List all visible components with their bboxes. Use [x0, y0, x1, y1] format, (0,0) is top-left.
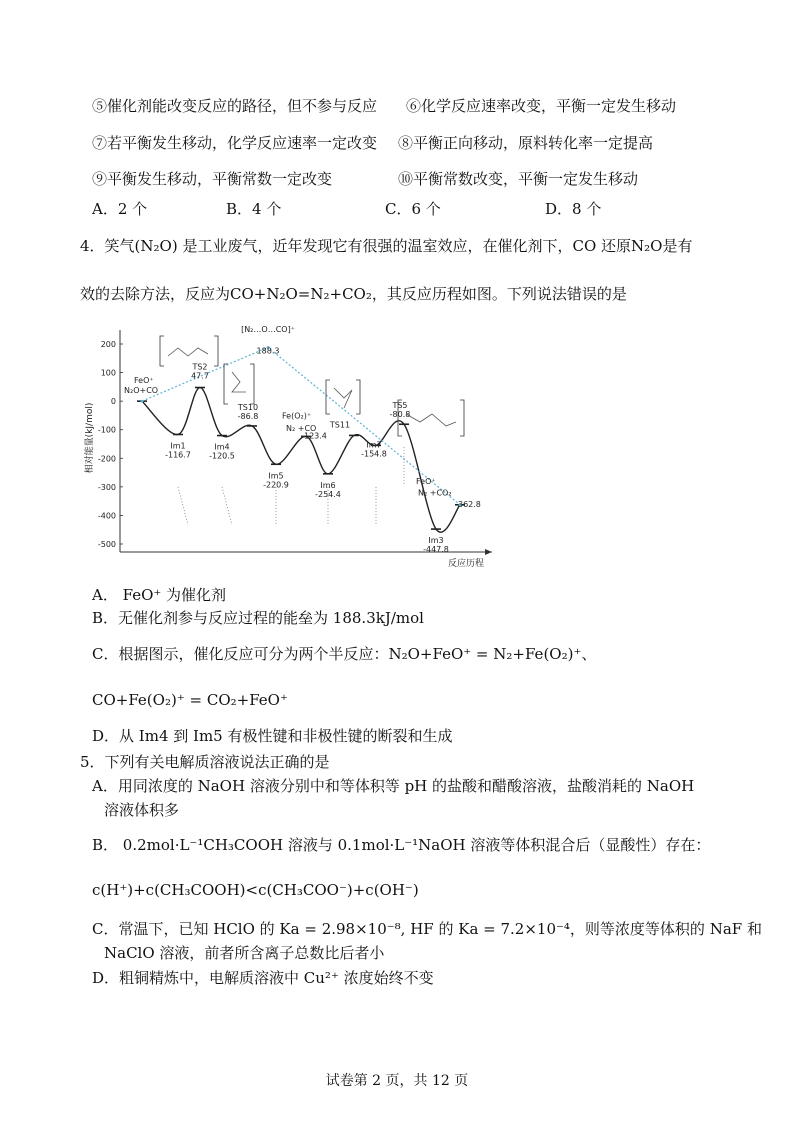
- state-label: TS11: [329, 420, 351, 430]
- species-label: [N₂…O…CO]⁺: [241, 325, 295, 334]
- y-tick-label: -400: [97, 511, 116, 521]
- y-tick-label: -100: [97, 425, 116, 435]
- ts5-structure-bonds: [406, 414, 456, 426]
- state-label: Im6: [320, 480, 336, 490]
- species-label: N₂ +CO: [286, 423, 317, 433]
- im-structure-2-left-bracket: [326, 380, 330, 414]
- statement-5: ⑤催化剂能改变反应的路径，但不参与反应: [92, 97, 378, 115]
- im-structure-1-right-bracket: [250, 364, 254, 404]
- q5-option-a-line2: 溶液体积多: [104, 801, 180, 819]
- q4-n2o-formula: N₂O: [140, 237, 172, 255]
- value-label: 188.3: [256, 346, 280, 356]
- ts2-structure-left-bracket: [160, 336, 164, 366]
- value-label: -447.8: [423, 545, 449, 555]
- y-tick-label: 0: [110, 397, 116, 407]
- ts2-structure-right-bracket: [214, 336, 218, 366]
- state-label: TS2: [192, 362, 208, 372]
- q5-stem: 5．下列有关电解质溶液说法正确的是: [80, 753, 330, 771]
- x-axis-arrow: [485, 549, 492, 555]
- value-label: -86.8: [237, 411, 259, 421]
- im1-chain-structure: [178, 487, 188, 525]
- value-label: -254.4: [315, 489, 341, 499]
- q4-stem-line2: [80, 284, 627, 304]
- q4-option-a: A． FeO⁺ 为催化剂: [92, 586, 227, 604]
- species-label: N₂ +CO₂: [418, 488, 452, 498]
- species-label: Fe(O₂)⁺: [282, 411, 312, 421]
- ts2-structure-bonds: [168, 348, 208, 356]
- page-footer: 试卷第 2 页，共 12 页: [325, 1073, 469, 1089]
- im4-chain-structure: [222, 487, 232, 525]
- q5-option-c-line1: C．常温下，已知 HClO 的 Ka = 2.98×10⁻⁸, HF 的 Ka = 7.2×10⁻⁴，则等浓度等体积的 NaF 和: [92, 920, 762, 938]
- q3-option-b: B．4 个: [226, 200, 282, 218]
- value-label: -123.4: [301, 431, 327, 441]
- species-label: N₂O+CO: [124, 386, 159, 396]
- value-label: -80.8: [389, 410, 411, 420]
- catalyzed-pathway-line: [142, 388, 460, 533]
- q4-option-b: B．无催化剂参与反应过程的能垒为 188.3kJ/mol: [92, 609, 424, 627]
- y-tick-label: -500: [97, 540, 116, 549]
- state-label: Im5: [268, 471, 284, 481]
- value-label: -116.7: [165, 450, 191, 460]
- x-axis-label: 反应历程: [447, 559, 484, 569]
- energy-profile-chart: [82, 318, 502, 578]
- state-label: Im7: [366, 440, 382, 450]
- q3-option-d: D．8 个: [545, 200, 602, 218]
- q5-option-a-line1: A．用同浓度的 NaOH 溶液分别中和等体积等 pH 的盐酸和醋酸溶液，盐酸消耗的 NaOH: [92, 777, 695, 795]
- q4-option-c-line1: C．根据图示，催化反应可分为两个半反应：N₂O+FeO⁺ = N₂+Fe(O₂)⁺、: [92, 645, 597, 663]
- q4-reaction-equation: CO+N₂O=N₂+CO₂: [230, 285, 372, 303]
- q5-option-b-line2: c(H⁺)+c(CH₃COOH)<c(CH₃COO⁻)+c(OH⁻): [92, 881, 419, 899]
- q4-option-d: D．从 Im4 到 Im5 有极性键和非极性键的断裂和生成: [92, 727, 453, 745]
- y-tick-label: -300: [97, 482, 116, 492]
- value-label: -220.9: [263, 480, 289, 490]
- q4-option-c-line2: CO+Fe(O₂)⁺ = CO₂+FeO⁺: [92, 691, 288, 709]
- value-label: 47.7: [191, 371, 209, 381]
- state-label: Im3: [428, 536, 444, 546]
- y-axis-label: 相对能量(kJ/mol): [85, 402, 95, 474]
- q5-option-b-line1: B． 0.2mol·L⁻¹CH₃COOH 溶液与 0.1mol·L⁻¹NaOH 溶液等体积混合后（显酸性）存在：: [92, 836, 711, 854]
- state-label: TS5: [392, 401, 408, 411]
- state-label: Im1: [170, 441, 186, 451]
- q3-option-c: C．6 个: [385, 200, 441, 218]
- q4-stem-2b: ，其反应历程如图。下列说法错误的是: [371, 285, 627, 303]
- q4-stem-line1: [80, 236, 692, 256]
- q4-n2o-formula-2: N₂O: [631, 237, 663, 255]
- q5-option-c-line2: NaClO 溶液，前者所含离子总数比后者小: [104, 944, 385, 962]
- q4-stem-1a: 4．笑气(: [80, 237, 141, 255]
- species-label: FeO⁺: [416, 477, 436, 486]
- state-label: TS10: [237, 402, 259, 412]
- q3-option-a: A．2 个: [92, 200, 148, 218]
- ts5-structure-right-bracket: [460, 400, 464, 436]
- value-label: -154.8: [361, 449, 387, 459]
- species-label: FeO⁺: [134, 376, 154, 386]
- statement-7: ⑦若平衡发生移动，化学反应速率一定改变: [92, 134, 378, 152]
- value-label: -120.5: [209, 451, 235, 461]
- im-structure-1-left-bracket: [224, 364, 228, 404]
- q5-option-d: D．粗铜精炼中，电解质溶液中 Cu²⁺ 浓度始终不变: [92, 969, 434, 987]
- statement-8: ⑧平衡正向移动，原料转化率一定提高: [398, 134, 654, 152]
- im-structure-2-bonds: [334, 388, 352, 408]
- statement-6: ⑥化学反应速率改变，平衡一定发生移动: [406, 97, 677, 115]
- statement-9: ⑨平衡发生移动，平衡常数一定改变: [92, 170, 333, 188]
- statement-10: ⑩平衡常数改变，平衡一定发生移动: [398, 170, 639, 188]
- q4-stem-1c: 是有: [662, 237, 693, 255]
- value-label: -362.8: [455, 499, 481, 509]
- q4-stem-1b: ) 是工业废气，近年发现它有很强的温室效应，在催化剂下，CO 还原: [171, 237, 632, 255]
- y-tick-label: 100: [100, 368, 116, 378]
- im-structure-1-bonds: [232, 372, 246, 392]
- y-tick-label: 200: [100, 340, 116, 349]
- im-structure-2-right-bracket: [356, 380, 360, 414]
- uncatalyzed-state-point: [141, 400, 144, 403]
- state-label: Im4: [214, 442, 230, 452]
- q4-stem-2a: 效的去除方法，反应为: [80, 285, 231, 303]
- y-tick-label: -200: [97, 454, 116, 464]
